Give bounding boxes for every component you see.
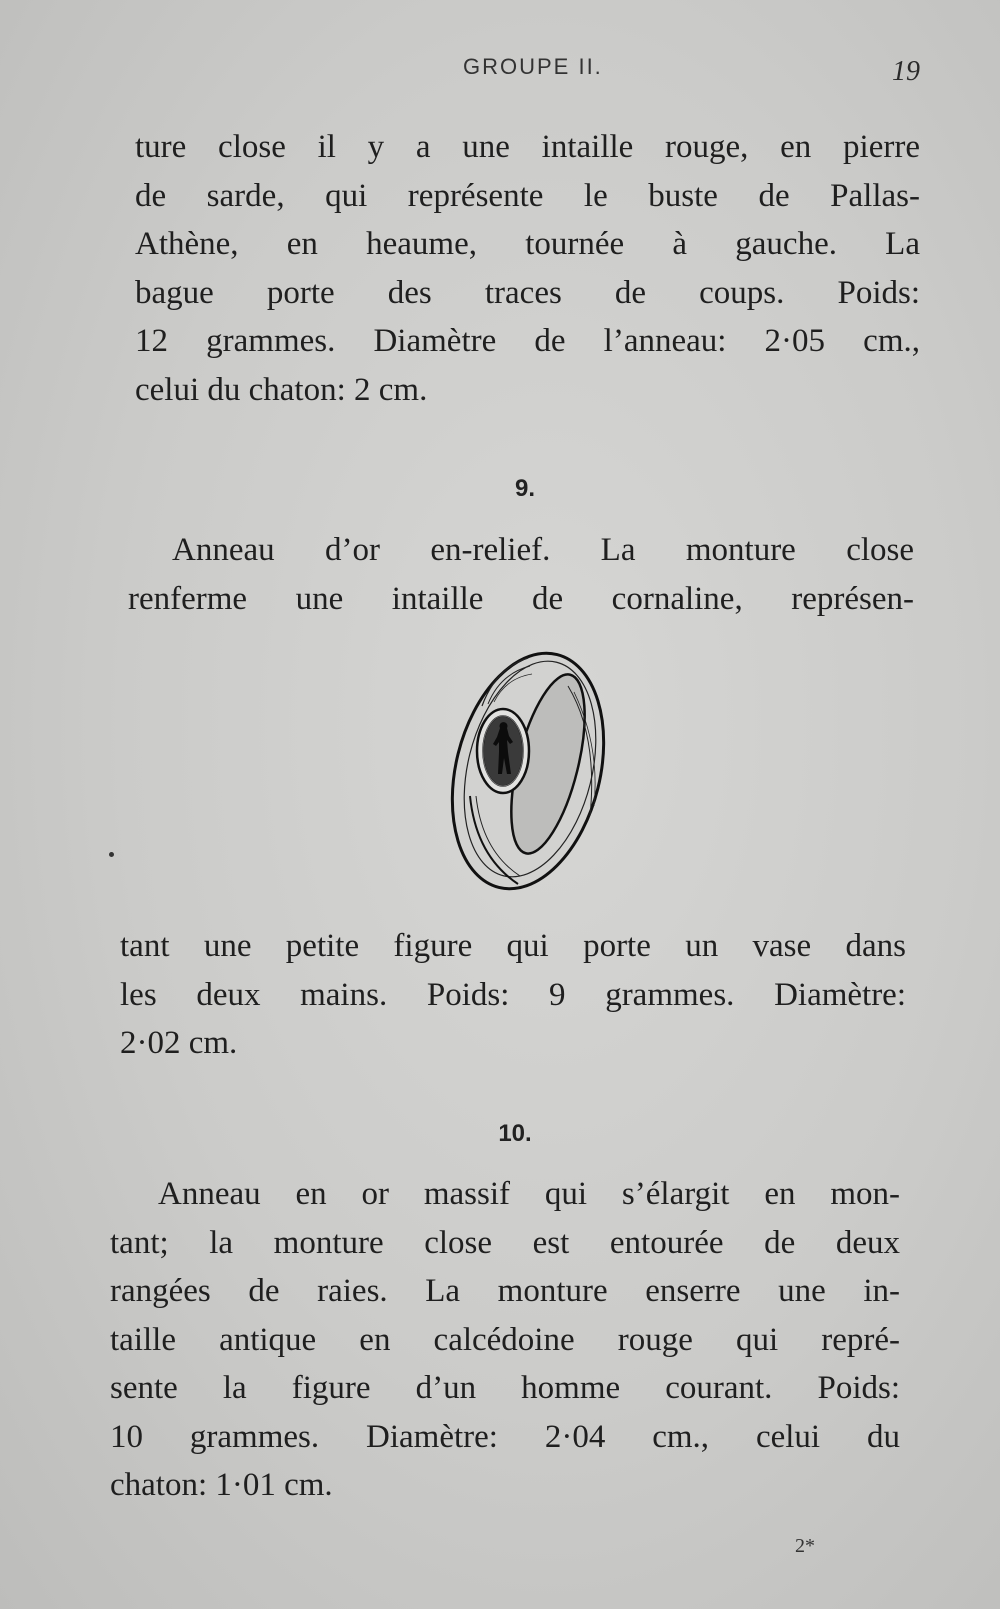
text-line: 10 grammes. Diamètre: 2·04 cm., celui du [110, 1418, 900, 1455]
text-line: 12 grammes. Diamètre de l’anneau: 2·05 cm., [135, 323, 920, 359]
ring-illustration [448, 646, 608, 896]
text-line: sente la figure d’un homme courant. Poids: [110, 1370, 900, 1406]
page-number: 19 [892, 56, 920, 87]
text-line: de sarde, qui représente le buste de Pallas- [135, 177, 920, 214]
text-line: rangées de raies. La monture enserre une in- [110, 1273, 900, 1309]
text-line: bague porte des traces de coups. Poids: [135, 274, 920, 311]
running-head: GROUPE II. [463, 54, 603, 79]
text-line: 2·02 cm. [120, 1025, 238, 1061]
page-header [0, 52, 1000, 92]
paragraph-entry-9-part-1 [128, 526, 914, 623]
text-line: ture close il y a une intaille rouge, en pierre [135, 129, 920, 165]
text-line: Anneau d’or en-relief. La monture close [172, 532, 914, 568]
signature-mark: 2* [795, 1535, 815, 1557]
text-line: Anneau en or massif qui s’élargit en mon- [158, 1176, 900, 1212]
paragraph-entry-9-part-2 [120, 922, 906, 1068]
text-line: celui du chaton: 2 cm. [135, 371, 428, 408]
text-line: tant; la monture close est entourée de deux [110, 1224, 900, 1261]
text-line: les deux mains. Poids: 9 grammes. Diamètre: [120, 976, 906, 1013]
entry-number-9: 9. [514, 475, 535, 502]
text-line: taille antique en calcédoine rouge qui repré- [110, 1321, 900, 1358]
text-line: chaton: 1·01 cm. [110, 1467, 333, 1503]
text-line: Athène, en heaume, tournée à gauche. La [135, 226, 920, 262]
paragraph-continuation [135, 123, 920, 414]
text-line: renferme une intaille de cornaline, représen- [128, 580, 914, 617]
print-speck [109, 852, 114, 857]
entry-number-10: 10. [498, 1120, 532, 1147]
paragraph-entry-10 [110, 1170, 900, 1510]
text-line: tant une petite figure qui porte un vase dans [120, 928, 906, 964]
